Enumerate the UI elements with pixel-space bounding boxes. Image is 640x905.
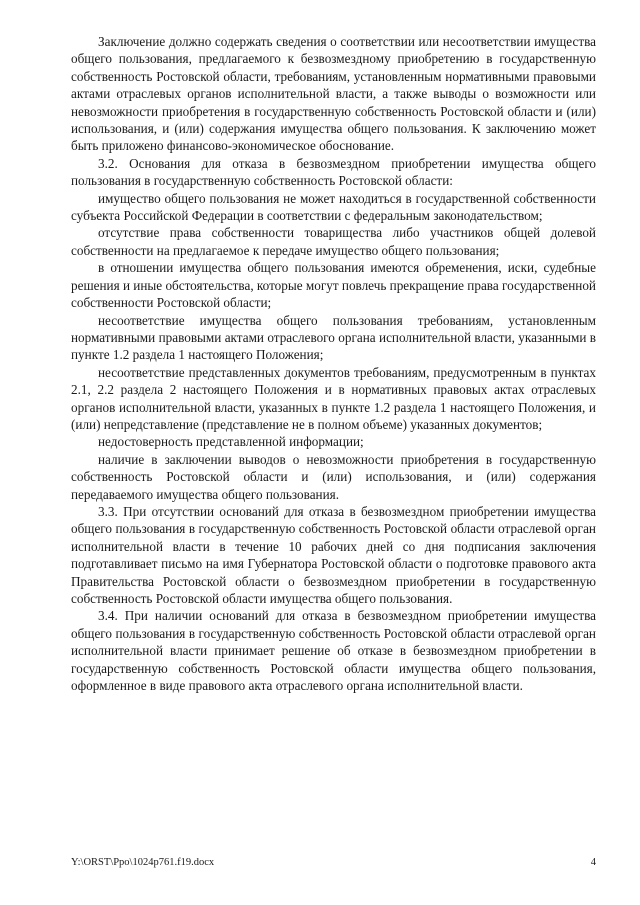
- footer-file-path: Y:\ORST\Ppo\1024p761.f19.docx: [71, 857, 215, 868]
- page-number: 4: [590, 857, 596, 868]
- paragraph-ground-federal-law: имущество общего пользования не может находиться в государственной собственности субъекта Российской Федерации в соответствии с федеральным законодательством;: [71, 190, 596, 224]
- paragraph-ground-no-ownership: отсутствие права собственности товарищества либо участников общей долевой собственности на предлагаемое к передаче имущество общего пользования;: [71, 225, 596, 258]
- paragraph-ground-negative-conclusion: наличие в заключении выводов о невозможности приобретения в государственную собственность Ростовской области и (или) использования, и (или) содержания передаваемого имущества общего пользования.: [71, 451, 596, 502]
- paragraph-3-2-heading: 3.2. Основания для отказа в безвозмездном приобретении имущества общего пользования в государственную собственность Ростовской области:: [71, 155, 596, 189]
- paragraph-ground-encumbrances: в отношении имущества общего пользования имеются обременения, иски, судебные решения и иные обстоятельства, которые могут повлечь прекращение права государственной собственности Ростовской области;: [71, 260, 596, 311]
- document-body: [71, 33, 596, 694]
- paragraph-ground-noncompliance-documents: несоответствие представленных документов требованиям, предусмотренным в пунктах 2.1, 2.2 раздела 2 настоящего Положения и в нормативных правовых актах отраслевых органов исполнительной власти, указанных в пункте 1.2 раздела 1 настоящего Положения, и (или) непредставление (представление не в полном объеме) указанных документов;: [71, 364, 596, 432]
- paragraph-3-4: 3.4. При наличии оснований для отказа в безвозмездном приобретении имущества общего пользования в государственную собственность Ростовской области отраслевой орган исполнительной власти принимает решение об отказе в безвозмездном приобретении в государственную собственность Ростовской области имущества общего пользования, оформленное в виде правового акта отраслевого органа исполнительной власти.: [71, 608, 596, 694]
- page-footer: [71, 857, 596, 868]
- paragraph-3-3: 3.3. При отсутствии оснований для отказа в безвозмездном приобретении имущества общего пользования в государственную собственность Ростовской области отраслевой орган исполнительной власти в течение 10 рабочих дней со дня подписания заключения подготавливает письмо на имя Губернатора Ростовской области о подготовке правового акта Правительства Ростовской области о безвозмездном приобретении в государственную собственность Ростовской области имущества общего пользования.: [71, 503, 596, 606]
- paragraph-ground-noncompliance-property: несоответствие имущества общего пользования требованиям, установленным нормативными правовыми актами отраслевого органа исполнительной власти, указанными в пункте 1.2 раздела 1 настоящего Положения;: [71, 312, 596, 363]
- paragraph-ground-inaccurate-info: недостоверность представленной информации;: [98, 434, 364, 450]
- paragraph-conclusion-content: Заключение должно содержать сведения о соответствии или несоответствии имущества общего пользования, предлагаемого к безвозмездному приобретению в государственную собственность Ростовской области, требованиям, установленным нормативными правовыми актами отраслевых органов исполнительной власти, а также выводы о возможности или невозможности приобретения в государственную собственность Ростовской области и (или) использования, и (или) содержания имущества общего пользования. К заключению может быть приложено финансово-экономическое обоснование.: [71, 34, 596, 154]
